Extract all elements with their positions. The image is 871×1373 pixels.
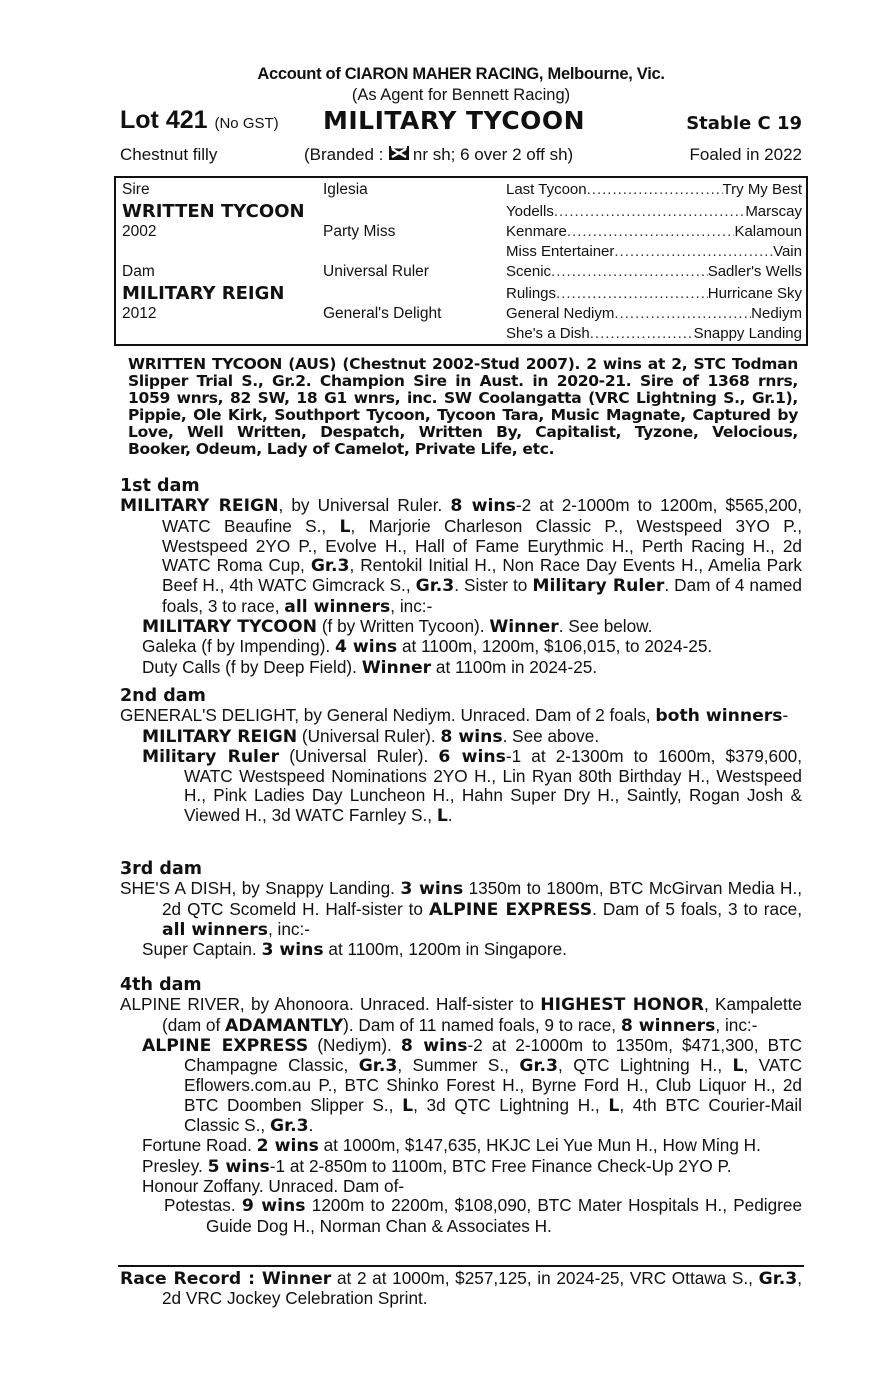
gen3-row: She's a Dish ..... Snappy Landing	[506, 325, 802, 342]
agent-line: (As Agent for Bennett Racing)	[351, 86, 571, 104]
stable-label: Stable C 19	[686, 113, 802, 134]
foal-entry: Potestas. 9 wins 1200m to 2200m, $108,090, BTC Mater Hospitals H., Pedigree Guide Dog H., Norman Chan & Associates H.	[164, 1195, 802, 1236]
section-heading: 1st dam	[120, 476, 200, 496]
second-dam-section	[120, 687, 802, 826]
foal-entry: Presley. 5 wins-1 at 2-850m to 1100m, BTC Free Finance Check-Up 2YO P.	[142, 1155, 732, 1177]
dam-year: 2012	[122, 305, 157, 322]
section-heading: 2nd dam	[120, 686, 206, 706]
vendor-line: Account of CIARON MAHER RACING, Melbourne, Vic.	[257, 65, 665, 83]
sire-label: Sire	[122, 181, 150, 198]
brand-info	[304, 145, 573, 165]
brand-mark-icon	[388, 145, 408, 159]
brand-suffix: nr sh; 6 over 2 off sh)	[412, 145, 574, 164]
gst-note: (No GST)	[214, 115, 279, 132]
dam-name: MILITARY REIGN	[122, 283, 285, 304]
lot-number	[120, 106, 279, 135]
foal-entry: Super Captain. 3 wins at 1100m, 1200m in Singapore.	[142, 939, 567, 961]
gen3-row: Rulings ..... Hurricane Sky	[506, 285, 802, 302]
foal-entry: MILITARY TYCOON (f by Written Tycoon). Winner. See below.	[142, 616, 653, 638]
race-record: Race Record : Winner at 2 at 1000m, $257,125, in 2024-25, VRC Ottawa S., Gr.3, 2d VRC Jockey Celebration Sprint.	[120, 1268, 802, 1309]
dam-sire: Universal Ruler	[323, 263, 429, 280]
dam-paragraph: SHE'S A DISH, by Snappy Landing. 3 wins 1350m to 1800m, BTC McGirvan Media H., 2d QTC Scomeld H. Half-sister to ALPINE EXPRESS. Dam of 5 foals, 3 to race, all winners, inc:-	[120, 878, 803, 940]
brand-prefix: (Branded :	[304, 145, 384, 164]
foal-entry: MILITARY REIGN (Universal Ruler). 8 wins. See above.	[142, 725, 600, 747]
race-record-label: Race Record : Winner	[120, 1269, 332, 1289]
gen3-row: Last Tycoon ..... Try My Best	[506, 181, 802, 198]
pedigree-table	[114, 176, 808, 346]
sire-summary: WRITTEN TYCOON (AUS) (Chestnut 2002-Stud 2007). 2 wins at 2, STC Todman Slipper Trial S., Gr.2. Champion Sire in Aust. in 2020-21. Sire of 1368 rnrs, 1059 wnrs, 82 SW, 18 G1 wnrs, inc. SW Coolangatta (VRC Lightning S., Gr.1), Pippie, Ole Kirk, Southport Tycoon, Tycoon Tara, Music Magnate, Captured by Love, Well Written, Despatch, Written By, Capitalist, Tyzone, Velocious, Booker, Odeum, Lady of Camelot, Private Life, etc.	[128, 355, 798, 458]
foal-entry: Military Ruler (Universal Ruler). 6 wins-1 at 2-1300m to 1600m, $379,600, WATC Westspeed Nominations 2YO H., Lin Ryan 80th Birthday H., Westspeed H., Pink Ladies Day Luncheon H., Hahn Super Dry H., Saintly, Rogan Josh & Viewed H., 3d WATC Farnley S., L.	[142, 745, 802, 826]
foal-entry: Galeka (f by Impending). 4 wins at 1100m, 1200m, $106,015, to 2024-25.	[142, 636, 713, 658]
dam-paragraph: GENERAL'S DELIGHT, by General Nediym. Unraced. Dam of 2 foals, both winners-	[120, 705, 789, 727]
sire-name: WRITTEN TYCOON	[122, 201, 305, 222]
horse-name: MILITARY TYCOON	[323, 106, 586, 135]
foal-entry: Honour Zoffany. Unraced. Dam of-	[142, 1175, 405, 1196]
divider	[118, 1265, 804, 1267]
dam-dam: General's Delight	[323, 305, 442, 322]
lot-label: Lot 421	[120, 106, 208, 134]
gen3-row: General Nediym ..... Nediym	[506, 305, 802, 322]
dam-label: Dam	[122, 263, 155, 280]
gen3-row: Kenmare ..... Kalamoun	[506, 223, 802, 240]
foal-entry: ALPINE EXPRESS (Nediym). 8 wins-2 at 2-1000m to 1350m, $471,300, BTC Champagne Classic, Gr.3, Summer S., Gr.3, QTC Lightning H., L, VATC Eflowers.com.au P., BTC Shinko Forest H., Byrne Ford H., Club Liquor H., 2d BTC Doomben Slipper S., L, 3d QTC Lightning H., L, 4th BTC Courier-Mail Classic S., Gr.3.	[142, 1034, 803, 1137]
first-dam-section	[120, 477, 802, 678]
sire-dam: Party Miss	[323, 223, 396, 240]
foal-entry: Duty Calls (f by Deep Field). Winner at 1100m in 2024-25.	[142, 656, 598, 678]
section-heading: 4th dam	[120, 975, 202, 995]
sire-sire: Iglesia	[323, 181, 368, 198]
fourth-dam-section	[120, 976, 802, 1236]
section-heading: 3rd dam	[120, 859, 202, 879]
foal-entry: Fortune Road. 2 wins at 1000m, $147,635, HKJC Lei Yue Mun H., How Ming H.	[142, 1135, 761, 1157]
gen3-row: Scenic ..... Sadler's Wells	[506, 263, 802, 280]
lot-row	[120, 106, 802, 138]
sire-year: 2002	[122, 223, 157, 240]
third-dam-section	[120, 860, 802, 960]
horse-sex: Chestnut filly	[120, 145, 218, 164]
dam-paragraph: MILITARY REIGN, by Universal Ruler. 8 wins-2 at 2-1000m to 1200m, $565,200, WATC Beaufine S., L, Marjorie Charleson Classic P., Westspeed 3YO P., Westspeed 2YO P., Evolve H., Hall of Fame Eurythmic H., Perth Racing H., 2d WATC Roma Cup, Gr.3, Rentokil Initial H., Non Race Day Events H., Amelia Park Beef H., 4th WATC Gimcrack S., Gr.3. Sister to Military Ruler. Dam of 4 named foals, 3 to race, all winners, inc:-	[120, 495, 803, 617]
foaled-year: Foaled in 2022	[689, 145, 802, 164]
gen3-row: Miss Entertainer ..... Vain	[506, 243, 802, 260]
dam-paragraph: ALPINE RIVER, by Ahonoora. Unraced. Half-sister to HIGHEST HONOR, Kampalette (dam of ADAMANTLY). Dam of 11 named foals, 9 to race, 8 winners, inc:-	[120, 994, 802, 1036]
gen3-row: Yodells ..... Marscay	[506, 203, 802, 220]
